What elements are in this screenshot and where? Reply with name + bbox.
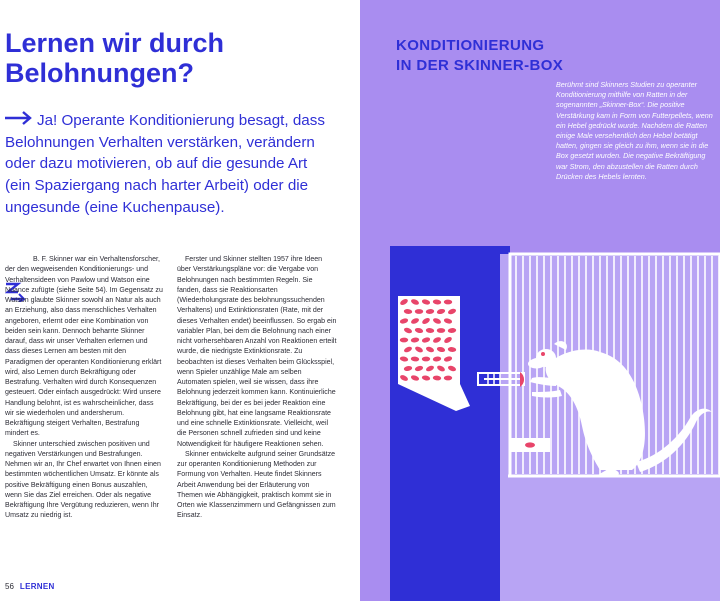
title-line: KONDITIONIERUNG xyxy=(396,37,545,54)
body-column-1 xyxy=(5,255,163,522)
pellet xyxy=(437,328,445,333)
pellet xyxy=(415,309,423,314)
body-column-2 xyxy=(177,255,337,522)
page-number: 56 xyxy=(5,582,14,591)
body-paragraph: B. F. Skinner war ein Verhaltensforscher, der den wegweisenden Konditionierungs- und Verhaltensideen von Pawlow und Watson eine Nuance zufügte (siehe Seite 54). Im Gegensatz zu Watson glaubte Skinner sowohl an Natur als auch an Erziehung, also dass menschliches Verhalten angeboren, erlernt oder eine Kombination von beiden sein kann. Dennoch beharrte Skinner darauf, dass wir unser Verhalten erlernen und dass dieses Lernen am besten mit den Paradigmen der operanten Konditionierung erklärt wird, also Lernen durch Bekräftigung oder Bestrafung. Verhalten wird durch Konsequenzen gesteuert. Oder einfach ausgedrückt: Wird unsere Handlung belohnt, ist es wahrscheinlicher, dass wir sie wiederholen und andersherum. Bekräftigung steigert Verhalten, Bestrafung mindert es. xyxy=(5,256,163,438)
lead-paragraph xyxy=(5,110,335,218)
skinner-box-illustration xyxy=(360,246,720,601)
body-paragraph: Ferster und Skinner stellten 1957 ihre Ideen über Verstärkungspläne vor: die Vergabe von Belohnungen nach bestimmten Regeln. Sie fanden, dass sie Reaktionsarten (Wiederholungsrate des belohnungssuchenden Verhaltens) und Extinktionsraten (Rate, mit der dieses Verhalten endet) beeinflussen. So ergab ein variabler Plan, bei dem die Belohnung nach einer nicht vorhersehbaren Anzahl von Reaktionen erteilt wurde, die niedrigste Extinktionsrate. Zu beobachten ist dieses Verhalten beim Glücksspiel, wenn Spieler unzählige Male am selben Automaten spielen, weil sie wissen, dass ihre Belohnung jederzeit kommen kann. Kontinuierliche Bekräftigung, bei der es bei jeder Reaktion eine Belohnung gibt, hat eine langsame Reaktionsrate und eine schnelle Extinktionsrate. Vielleicht, weil die Personen schnell zufrieden sind und keine Notwendigkeit für häufigere Reaktionen sehen. xyxy=(177,256,337,448)
illustration-title xyxy=(396,36,563,76)
title-line: IN DER SKINNER-BOX xyxy=(396,57,564,74)
illustration-caption: Berühmt sind Skinners Studien zu operanter Konditionierung mithilfe von Ratten in der sogenannten „Skinner-Box“. Die positive Verstärkung kam in Form von Futterpellets, wenn ein Hebel gedrückt wurde. Nachdem die Ratten einige Male versehentlich den Hebel betätigt hatten, gingen sie gleich zu ihm, wenn sie in die Box gesetzt wurden. Die negative Bekräftigung war Strom, den abzustellen die Ratten durch Drücken des Hebels lernten. xyxy=(556,80,713,181)
lead-text: Ja! Operante Konditionierung besagt, dass Belohnungen Verhalten verstärken, verändern oder dazu motivieren, ob auf die gesunde Art (ein Spaziergang nach harter Arbeit) oder die ungesunde (eine Kuchenpause). xyxy=(5,112,325,216)
page-footer xyxy=(5,582,55,591)
section-label: LERNEN xyxy=(19,582,55,591)
page-headline: Lernen wir durch Belohnungen? xyxy=(5,28,225,88)
arrow-right-icon xyxy=(5,110,33,132)
body-paragraph: Skinner entwickelte aufgrund seiner Grundsätze zur operanten Konditionierung Methoden zur Formung von Verhalten. Heute findet Skinners Arbeit Anwendung bei der Erläuterung von Themen wie Abhängigkeit, praktisch kommt sie in Orten wie Klassenzimmern und Gefängnissen zum Einsatz. xyxy=(177,450,336,520)
right-page xyxy=(360,0,720,601)
body-paragraph: Skinner unterschied zwischen positiven und negativen Verstärkungen und Bestrafungen. Nehmen wir an, Ihr Chef erwartet von Ihnen einen bestimmten wöchentlichen Umsatz. Er könnte als positive Bekräftigung einen Bonus auszahlen, wenn Sie das Ziel erreichen. Oder als negative Bekräftigung Ihre Vergütung reduzieren, wenn Ihr Umsatz zu niedrig ist. xyxy=(5,440,161,520)
